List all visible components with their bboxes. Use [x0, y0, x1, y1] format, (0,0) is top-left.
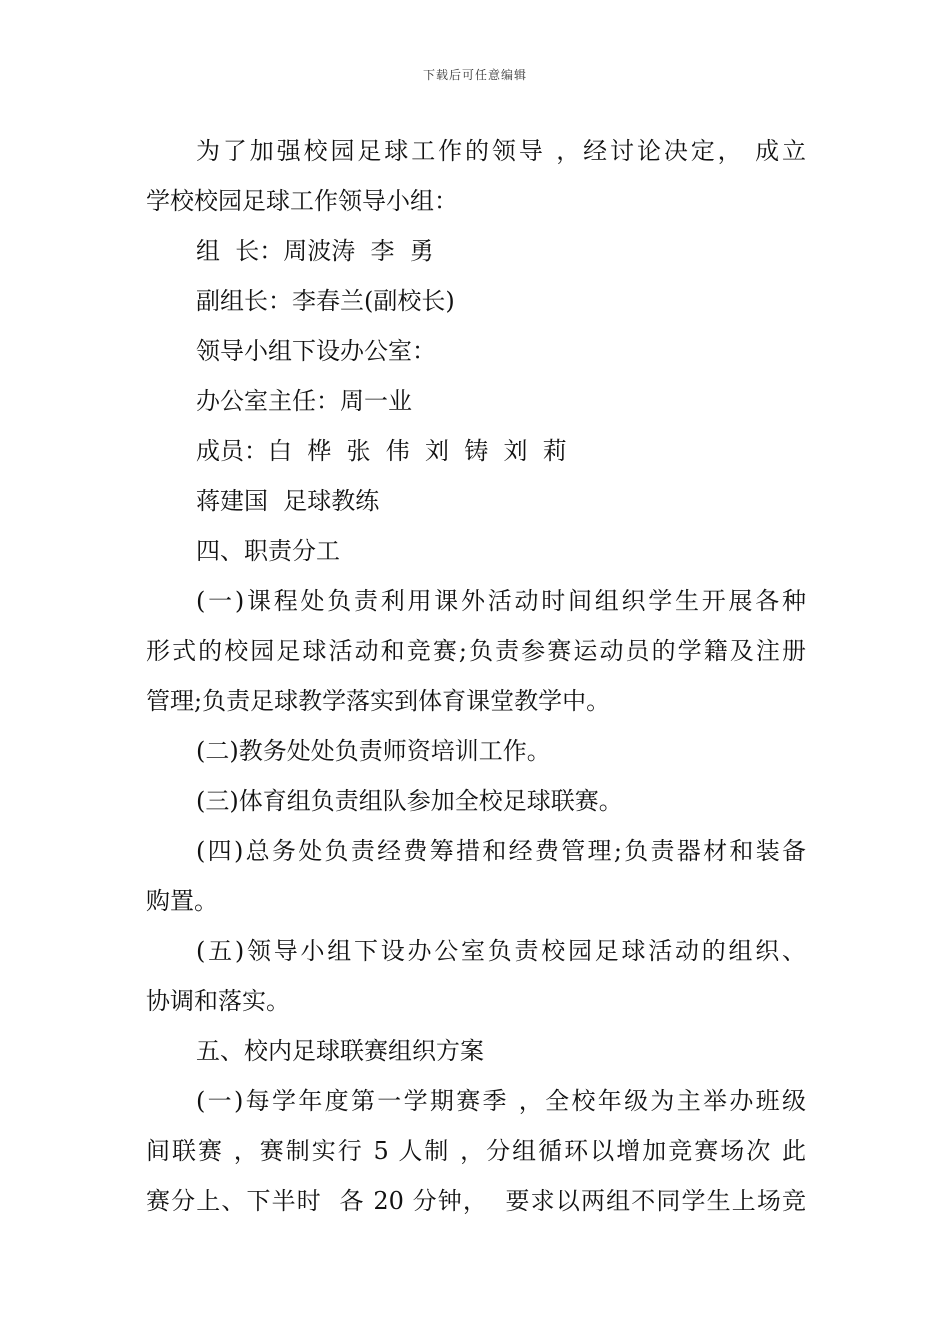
paragraph-line: 形式的校园足球活动和竞赛;负责参赛运动员的学籍及注册 [146, 637, 806, 665]
paragraph-line: (一)每学年度第一学期赛季 ，全校年级为主举办班级 [196, 1087, 806, 1115]
section-heading: 五、校内足球联赛组织方案 [196, 1037, 484, 1065]
office-heading-line: 领导小组下设办公室： [196, 337, 436, 365]
paragraph-line: 间联赛 ，赛制实行 5 人制 ，分组循环以增加竞赛场次 此 [146, 1137, 806, 1165]
paragraph-line: (四)总务处负责经费筹措和经费管理;负责器材和装备 [196, 837, 806, 865]
paragraph-line: (一)课程处负责利用课外活动时间组织学生开展各种 [196, 587, 806, 615]
document-body [146, 126, 806, 1226]
paragraph-line: 管理;负责足球教学落实到体育课堂教学中。 [146, 687, 611, 715]
paragraph-line: (二)教务处处负责师资培训工作。 [196, 737, 551, 765]
paragraph-line: 学校校园足球工作领导小组： [146, 187, 458, 215]
paragraph-line: 购置。 [146, 887, 218, 915]
page-header: 下载后可任意编辑 [422, 68, 527, 82]
paragraph-line: 赛分上、下半时 各 20 分钟， 要求以两组不同学生上场竞 [146, 1187, 806, 1215]
deputy-leader-line: 副组长：李春兰(副校长) [196, 287, 455, 315]
leader-line: 组 长：周波涛 李 勇 [196, 237, 434, 265]
members-line: 成员：白 桦 张 伟 刘 铸 刘 莉 [196, 437, 567, 465]
paragraph-line: 协调和落实。 [146, 987, 290, 1015]
paragraph-line: (三)体育组负责组队参加全校足球联赛。 [196, 787, 623, 815]
office-director-line: 办公室主任：周一业 [196, 387, 412, 415]
paragraph-line: (五)领导小组下设办公室负责校园足球活动的组织、 [196, 937, 806, 965]
paragraph-line: 为了加强校园足球工作的领导 ，经讨论决定， 成立 [196, 137, 806, 165]
coach-line: 蒋建国 足球教练 [196, 487, 380, 515]
section-heading: 四、职责分工 [196, 537, 340, 565]
